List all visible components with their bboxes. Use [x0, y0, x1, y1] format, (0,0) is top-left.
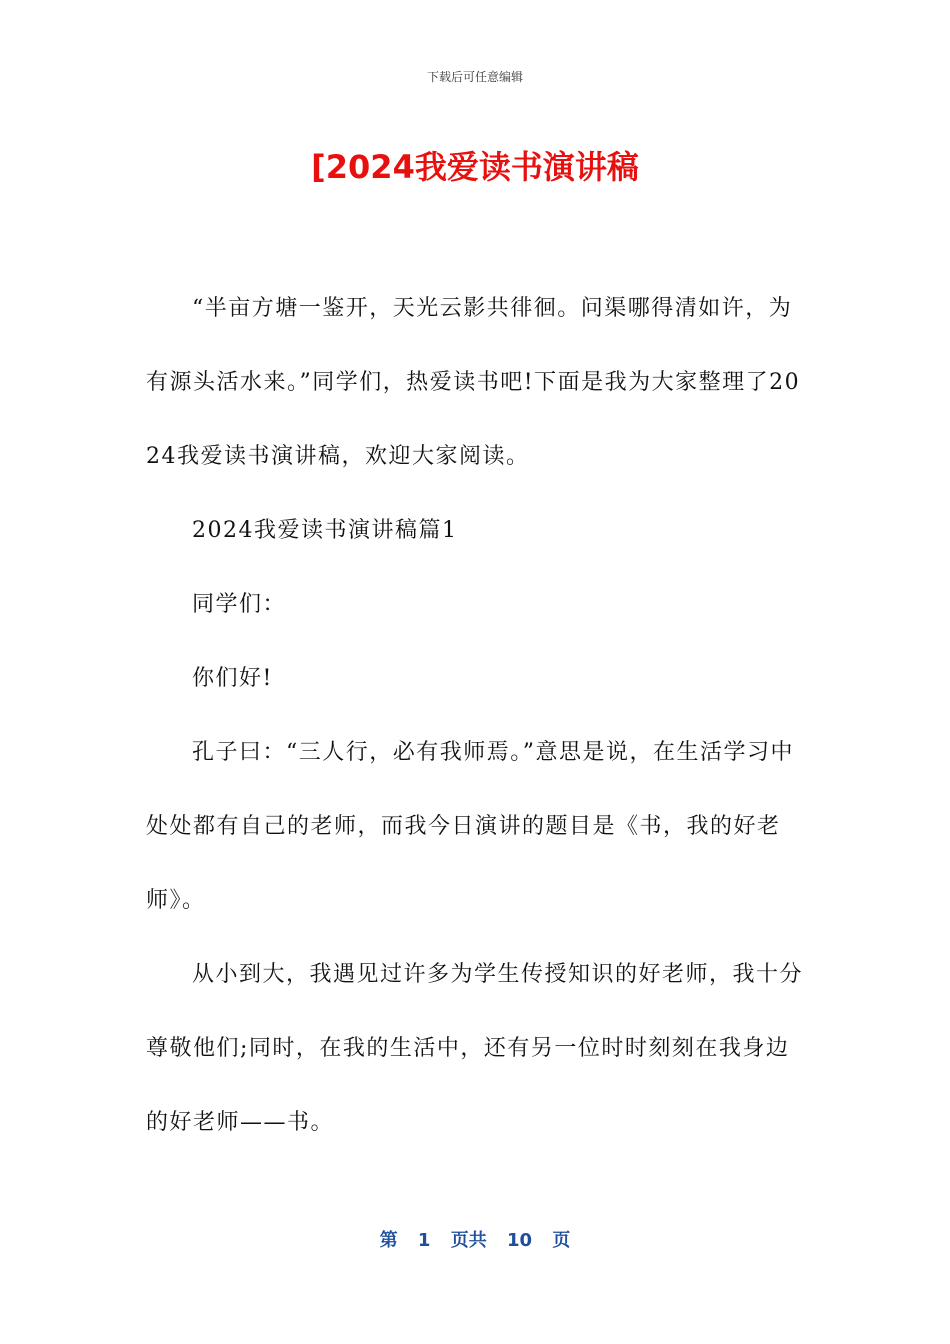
paragraph-section-heading: 2024我爱读书演讲稿篇1 — [192, 518, 458, 543]
footer-page-suffix: 页 — [552, 1230, 571, 1251]
document-body — [146, 272, 806, 1160]
document-title: [2024我爱读书演讲稿 — [311, 148, 639, 186]
footer-total-pages: 10 — [507, 1230, 533, 1251]
paragraph-salutation: 同学们： — [192, 592, 287, 617]
footer-page-number: 1 — [417, 1230, 431, 1251]
page-footer — [0, 1226, 950, 1252]
footer-page-middle: 页共 — [450, 1230, 487, 1251]
paragraph-book-teacher: 从小到大，我遇见过许多为学生传授知识的好老师，我十分尊敬他们;同时，在我的生活中，还有另一位时时刻刻在我身边的好老师——书。 — [146, 962, 804, 1135]
paragraph-greeting: 你们好! — [192, 666, 273, 691]
paragraph-intro: “半亩方塘一鉴开，天光云影共徘徊。问渠哪得清如许，为有源头活水来。”同学们，热爱读书吧!下面是我为大家整理了2024我爱读书演讲稿，欢迎大家阅读。 — [146, 296, 801, 469]
header-note: 下载后可任意编辑 — [426, 70, 523, 84]
footer-page-prefix: 第 — [379, 1230, 398, 1251]
paragraph-confucius-quote: 孔子曰：“三人行，必有我师焉。”意思是说，在生活学习中处处都有自己的老师，而我今日演讲的题目是《书，我的好老师》。 — [146, 740, 794, 913]
